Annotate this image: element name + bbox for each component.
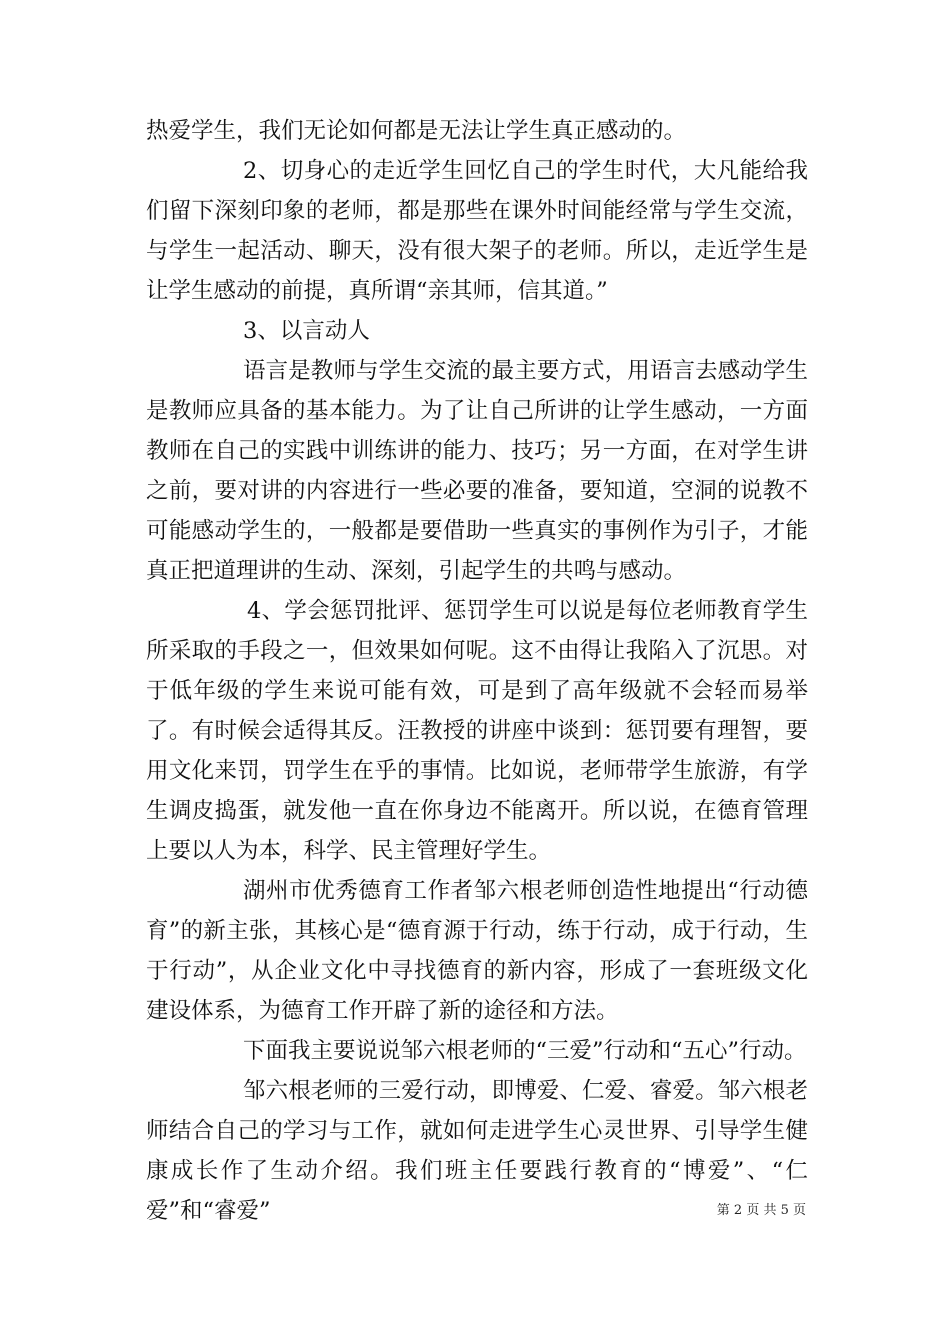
paragraph-three-loves-intro: 下面我主要说说邹六根老师的“三爱”行动和“五心”行动。	[243, 1038, 807, 1064]
paragraph-three-loves: 邹六根老师的三爱行动，即博爱、仁爱、睿爱。邹六根老师结合自己的学习与工作，就如何走进学生心灵世界、引导学生健康成长作了生动介绍。我们班主任要践行教育的“博爱”、“仁爱”和“睿爱”	[146, 1078, 808, 1224]
paragraph-action-moral-education: 湖州市优秀德育工作者邹六根老师创造性地提出“行动德育”的新主张，其核心是“德育源于行动，练于行动，成于行动，生于行动”，从企业文化中寻找德育的新内容，形成了一套班级文化建设体系，为德育工作开辟了新的途径和方法。	[146, 878, 808, 1024]
paragraph-heading-move-with-words: 3、以言动人	[243, 318, 370, 344]
paragraph-continuation: 热爱学生，我们无论如何都是无法让学生真正感动的。	[146, 118, 687, 144]
paragraph-approach-students: 2、切身心的走近学生回忆自己的学生时代，大凡能给我们留下深刻印象的老师，都是那些在课外时间能经常与学生交流，与学生一起活动、聊天，没有很大架子的老师。所以，走近学生是让学生感动的前提，真所谓“亲其师，信其道。”	[146, 158, 808, 304]
document-body	[146, 111, 808, 1231]
paragraph-punishment: 4、学会惩罚批评、惩罚学生可以说是每位老师教育学生所采取的手段之一，但效果如何呢。这不由得让我陷入了沉思。对于低年级的学生来说可能有效，可是到了高年级就不会轻而易举了。有时候会适得其反。汪教授的讲座中谈到：惩罚要有理智，要用文化来罚，罚学生在乎的事情。比如说，老师带学生旅游，有学生调皮捣蛋，就发他一直在你身边不能离开。所以说，在德育管理上要以人为本，科学、民主管理好学生。	[146, 598, 808, 864]
paragraph-language: 语言是教师与学生交流的最主要方式，用语言去感动学生是教师应具备的基本能力。为了让自己所讲的让学生感动，一方面教师在自己的实践中训练讲的能力、技巧；另一方面，在对学生讲之前，要对讲的内容进行一些必要的准备，要知道，空洞的说教不可能感动学生的，一般都是要借助一些真实的事例作为引子，才能真正把道理讲的生动、深刻，引起学生的共鸣与感动。	[146, 358, 808, 584]
page-number-footer: 第 2 页 共 5 页	[716, 1203, 806, 1218]
